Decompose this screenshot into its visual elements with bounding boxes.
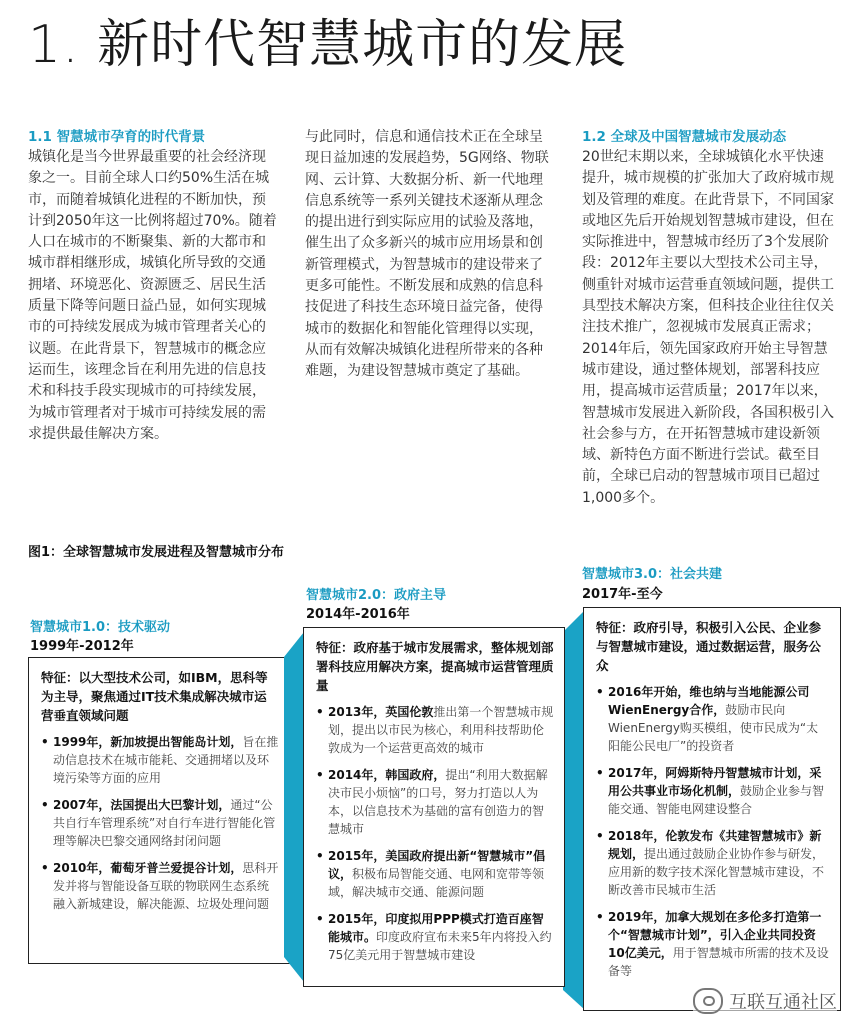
item-bold: 2015年，印度拟用PPP模式打造百座智能城市。	[328, 912, 544, 944]
section-1-1-body-2: 与此同时，信息和通信技术正在全球呈现日益加速的发展趋势，5G网络、物联网、云计算、大数据分析、新一代地理信息系统等一系列关键技术逐渐从理念的提出进行到实际应用的试验及落地，催生出了众多新兴的城市应用场景和创新管理模式，为智慧城市的建设带来了更多可能性。不断发展和成熟的信息科技促进了科技生态环境日益完备，使得城市的数据化和智能化管理得以实现，从而有效解决城镇化进程所带来的各种难题，为建设智慧城市奠定了基础。	[305, 129, 549, 380]
stage-2-label: 智慧城市2.0：政府主导	[306, 588, 447, 603]
item-bold: 2016年开始，维也纳与当地能源公司WienEnergy合作，	[608, 685, 810, 717]
connector-1	[284, 632, 304, 982]
item-text: 积极布局智能交通、电网和宽带等领域，解决城市交通、能源问题	[328, 867, 545, 899]
list-item	[596, 683, 830, 755]
item-text: 提出“利用大数据解决市民小烦恼”的口号，努力打造以人为本，以信息技术为基础的富有创造力的智慧城市	[328, 768, 548, 836]
connector-2-shape	[563, 610, 585, 1010]
list-item	[596, 908, 830, 980]
item-text: 鼓励市民向WienEnergy购买模组，使市民成为“太阳能公民电厂”的投资者	[608, 703, 819, 753]
section-1-2	[582, 127, 834, 509]
section-1-1-continued	[305, 127, 555, 383]
figure-title: 图1：全球智慧城市发展进程及智慧城市分布	[28, 545, 285, 560]
stage-2-feature: 特征：政府基于城市发展需求，整体规划部署科技应用解决方案，提高城市运营管理质量	[316, 640, 554, 693]
item-bold: 2019年，加拿大规划在多伦多打造第一个“智慧城市计划”，引入企业共同投资10亿美元，	[608, 910, 822, 960]
item-bold: 2015年，美国政府提出新“智慧城市”倡议，	[328, 849, 546, 881]
wechat-icon	[693, 988, 723, 1014]
stage-3-years: 2017年-至今	[582, 587, 663, 602]
section-1-2-body: 20世纪末期以来，全球城镇化水平快速提升，城市规模的扩张加大了政府城市规划及管理的难度。在此背景下，不同国家或地区先后开始规划智慧城市建设，但在实际推进中，智慧城市经历了3个发展阶段：2012年主要以大型技术公司主导，侧重针对城市运营垂直领域问题，提供工具型技术解决方案，但科技企业往往仅关注技术推广，忽视城市发展真正需求；2014年后，领先国家政府开始主导智慧城市建设，通过整体规划，部署科技应用，提高城市运营质量；2017年以来，智慧城市发展进入新阶段，各国积极引入社会参与方，在开拓智慧城市建设新领域、新特色方面不断进行尝试。截至目前，全球已启动的智慧城市项目已超过1,000多个。	[582, 149, 834, 506]
item-text: 印度政府宣布未来5年内将投入约75亿美元用于智慧城市建设	[328, 930, 552, 962]
list-item	[596, 764, 830, 818]
item-text: 思科开发并将与智能设备互联的物联网生态系统融入新城建设，解决能源、垃圾处理问题	[53, 861, 279, 911]
list-item	[41, 733, 279, 787]
stage-3-feature: 特征：政府引导，积极引入公民、企业参与智慧城市建设，通过数据运营，服务公众	[596, 620, 822, 673]
item-bold: 2018年，伦敦发布《共建智慧城市》新规划，	[608, 829, 822, 861]
item-bold: 2017年，阿姆斯特丹智慧城市计划，采用公共事业市场化机制，	[608, 766, 822, 798]
list-item	[41, 796, 279, 850]
connector-1-shape	[284, 632, 304, 982]
item-text: 通过“公共自行车管理系统”对自行车进行智能化管理等解决巴黎交通网络封闭问题	[53, 798, 276, 848]
stage-3-label: 智慧城市3.0：社会共建	[582, 567, 723, 582]
item-bold: 2010年，葡萄牙普兰爱提谷计划，	[53, 861, 243, 875]
item-bold: 2013年，英国伦敦	[328, 705, 434, 719]
list-item	[41, 859, 279, 913]
item-text: 推出第一个智慧城市规划，提出以市民为核心，利用科技帮助伦敦成为一个运营更高效的城市	[328, 705, 554, 755]
stage-3-box	[583, 607, 841, 1011]
section-1-1	[28, 127, 278, 445]
connector-2	[563, 610, 585, 1010]
stage-1-label: 智慧城市1.0：技术驱动	[30, 620, 171, 635]
section-1-2-heading: 1.2 全球及中国智慧城市发展动态	[582, 129, 787, 145]
item-bold: 2014年，韩国政府，	[328, 768, 446, 782]
stage-1-feature: 特征：以大型技术公司，如IBM，思科等为主导，聚焦通过IT技术集成解决城市运营垂直领域问题	[41, 670, 268, 723]
section-1-1-heading: 1.1 智慧城市孕育的时代背景	[28, 129, 206, 145]
item-text: 提出通过鼓励企业协作参与研发，应用新的数字技术深化智慧城市建设，不断改善市民城市生活	[608, 847, 825, 897]
list-item	[316, 910, 554, 964]
watermark-text: 互联互通社区	[729, 992, 837, 1013]
stage-2-years: 2014年-2016年	[306, 607, 410, 622]
stage-1-box	[28, 657, 290, 964]
item-bold: 1999年，新加坡提出智能岛计划，	[53, 735, 243, 749]
list-item	[316, 703, 554, 757]
item-text: 鼓励企业参与智能交通、智能电网建设整合	[608, 784, 825, 816]
section-1-1-body: 城镇化是当今世界最重要的社会经济现象之一。目前全球人口约50%生活在城市，而随着城镇化进程的不断加快，预计到2050年这一比例将超过70%。随着人口在城市的不断聚集、新的大都市和城市群相继形成，城镇化所导致的交通拥堵、环境恶化、资源匮乏、居民生活质量下降等问题日益凸显，如何实现城市的可持续发展成为城市管理者关心的议题。在此背景下，智慧城市的概念应运而生，该理念旨在利用先进的信息技术和科技手段实现城市的可持续发展，为城市管理者对于城市可持续发展的需求提供最佳解决方案。	[28, 149, 277, 442]
item-text: 用于智慧城市所需的技术及设备等	[608, 946, 829, 978]
item-bold: 2007年，法国提出大巴黎计划，	[53, 798, 231, 812]
list-item	[596, 827, 830, 899]
list-item	[316, 766, 554, 838]
list-item	[316, 847, 554, 901]
watermark	[693, 988, 837, 1014]
item-text: 旨在推动信息技术在城市能耗、交通拥堵以及环境污染等方面的应用	[53, 735, 279, 785]
page-title: 1. 新时代智慧城市的发展	[28, 15, 628, 75]
stage-2-box	[303, 627, 565, 987]
stage-1-years: 1999年-2012年	[30, 639, 134, 654]
